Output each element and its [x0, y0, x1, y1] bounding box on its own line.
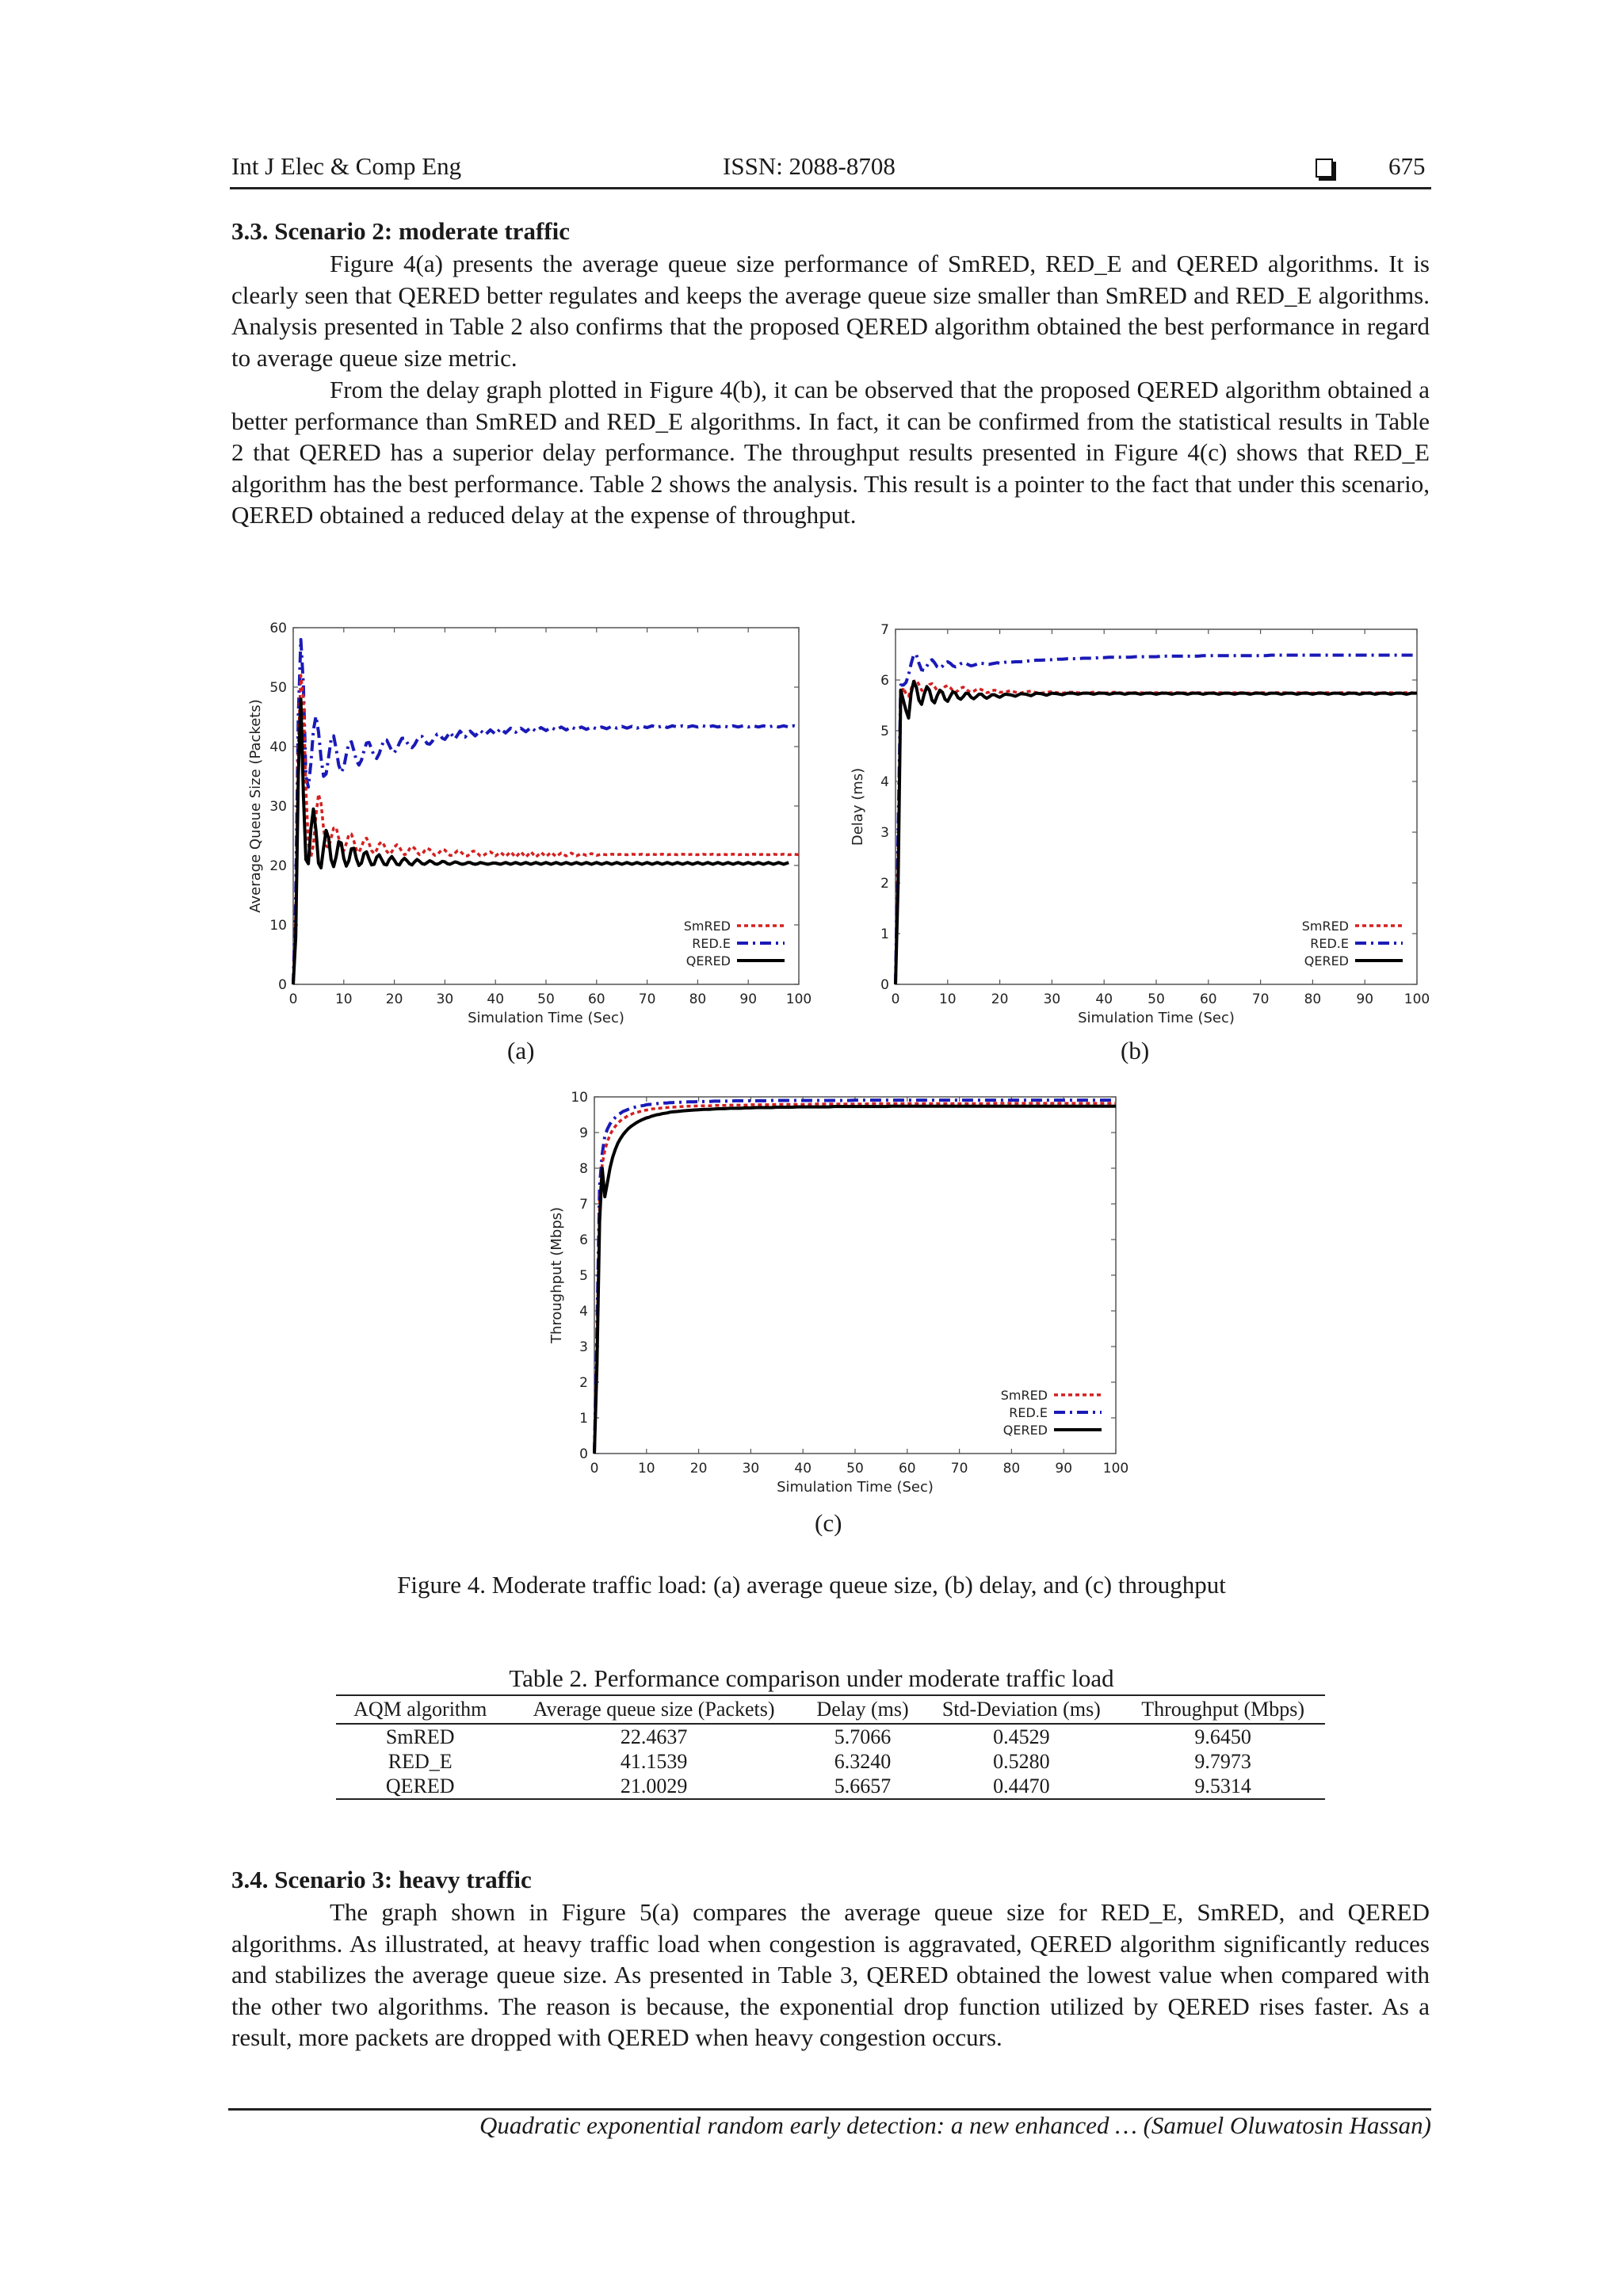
x-tick-label: 20: [991, 991, 1009, 1007]
paragraph: [231, 374, 1430, 531]
table-cell: 9.7973: [1194, 1750, 1251, 1773]
x-tick-label: 30: [1043, 991, 1061, 1007]
y-tick-label: 2: [579, 1375, 588, 1391]
y-tick-label: 0: [579, 1446, 588, 1462]
y-tick-label: 10: [269, 918, 287, 934]
x-tick-label: 90: [1055, 1461, 1073, 1477]
x-axis-label: Simulation Time (Sec): [468, 1010, 624, 1026]
x-axis-label: Simulation Time (Sec): [1078, 1010, 1235, 1026]
header-rule: [230, 187, 1431, 189]
y-tick-label: 5: [880, 724, 889, 739]
column-header: Average queue size (Packets): [504, 1695, 803, 1724]
x-tick-label: 40: [794, 1461, 812, 1477]
table-cell: 9.6450: [1194, 1725, 1251, 1748]
x-tick-label: 10: [637, 1461, 655, 1477]
x-tick-label: 70: [1251, 991, 1270, 1007]
x-axis-label: Simulation Time (Sec): [777, 1479, 934, 1496]
y-tick-label: 2: [880, 876, 889, 892]
x-tick-label: 60: [587, 991, 605, 1007]
footer-rule: [228, 2108, 1431, 2111]
y-axis-label: Throughput (Mbps): [548, 1206, 565, 1344]
legend-label: QERED: [685, 953, 731, 968]
y-axis-label: Delay (ms): [850, 767, 866, 846]
x-tick-label: 0: [590, 1461, 599, 1477]
y-tick-label: 6: [880, 673, 889, 689]
x-tick-label: 70: [950, 1461, 968, 1477]
table-cell: 0.5280: [993, 1750, 1050, 1773]
x-tick-label: 90: [1356, 991, 1374, 1007]
legend-label: RED.E: [1310, 936, 1349, 951]
y-tick-label: 1: [579, 1411, 588, 1427]
legend-label: SmRED: [1301, 919, 1349, 934]
legend-label: SmRED: [683, 919, 731, 934]
chart-c-svg: [539, 1087, 1129, 1506]
y-tick-label: 40: [269, 739, 287, 755]
x-tick-label: 80: [1002, 1461, 1021, 1477]
figure-caption: Figure 4. Moderate traffic load: (a) average queue size, (b) delay, and (c) throughput: [397, 1571, 1226, 1599]
table-header-row: [336, 1695, 1325, 1724]
table-cell: 9.5314: [1121, 1774, 1325, 1799]
x-tick-label: 100: [1403, 991, 1430, 1007]
x-tick-label: 90: [739, 991, 758, 1007]
legend-label: RED.E: [1009, 1405, 1048, 1420]
paragraph-text: Figure 4(a) presents the average queue size performance of SmRED, RED_E and QERED algorithms. It is clearly seen that QERED better regulates and keeps the average queue size smaller than SmRED and RED_E algorithms. Analysis presented in Table 2 also confirms that the proposed QERED algorithm obtained the best performance in regard to average queue size metric.: [231, 250, 1430, 372]
y-tick-label: 7: [579, 1197, 588, 1213]
paragraph-text: The graph shown in Figure 5(a) compares the average queue size for RED_E, SmRED, and QERED algorithms. As illustrated, at heavy traffic load when congestion is aggravated, QERED algorithm significantly reduces and stabilizes the average queue size. As presented in Table 3, QERED obtained the lowest value when compared with the other two algorithms. The reason is because, the exponential drop function utilized by QERED rises faster. As a result, more packets are dropped with QERED when heavy congestion occurs.: [231, 1898, 1430, 2051]
page-number: 675: [1388, 152, 1426, 180]
legend-label: RED.E: [692, 936, 731, 951]
column-header: Throughput (Mbps): [1121, 1695, 1325, 1724]
box-bullet-icon: [1316, 159, 1333, 178]
issn: ISSN: 2088-8708: [723, 152, 896, 180]
legend-label: QERED: [1304, 953, 1349, 968]
table-title: Table 2. Performance comparison under moderate traffic load: [509, 1664, 1114, 1692]
table-row: [336, 1749, 1325, 1774]
column-header: Delay (ms): [804, 1695, 922, 1724]
y-tick-label: 30: [269, 799, 287, 815]
chart-b: [840, 620, 1430, 1041]
x-tick-label: 70: [638, 991, 656, 1007]
x-tick-label: 60: [898, 1461, 916, 1477]
journal-name: Int J Elec & Comp Eng: [231, 152, 462, 180]
legend-label: QERED: [1002, 1423, 1048, 1438]
table-row: [336, 1774, 1325, 1799]
table-cell: 0.4470: [922, 1774, 1121, 1799]
paragraph: [231, 1897, 1430, 2053]
x-tick-label: 20: [385, 991, 403, 1007]
table-cell: 5.6657: [804, 1774, 922, 1799]
table-cell: SmRED: [385, 1725, 455, 1748]
x-tick-label: 100: [785, 991, 812, 1007]
x-tick-label: 50: [846, 1461, 864, 1477]
y-tick-label: 4: [880, 774, 889, 790]
subfigure-label: (a): [507, 1037, 535, 1064]
y-tick-label: 6: [579, 1232, 588, 1248]
y-tick-label: 4: [579, 1304, 588, 1320]
table-cell: 5.7066: [834, 1725, 892, 1748]
y-tick-label: 3: [579, 1339, 588, 1355]
y-axis-label: Average Queue Size (Packets): [247, 699, 264, 913]
x-tick-label: 80: [1304, 991, 1322, 1007]
x-tick-label: 50: [537, 991, 555, 1007]
subfigure-label: (b): [1121, 1037, 1150, 1064]
y-tick-label: 10: [571, 1090, 588, 1106]
x-tick-label: 0: [288, 991, 298, 1007]
y-tick-label: 0: [880, 977, 889, 993]
x-tick-label: 50: [1148, 991, 1165, 1007]
x-tick-label: 40: [487, 991, 505, 1007]
table-row: [336, 1724, 1325, 1749]
y-tick-label: 8: [579, 1161, 588, 1177]
x-tick-label: 80: [689, 991, 707, 1007]
y-tick-label: 5: [579, 1268, 588, 1284]
table-cell: 21.0029: [504, 1774, 803, 1799]
table-cell: RED_E: [388, 1750, 453, 1773]
x-tick-label: 30: [436, 991, 454, 1007]
chart-a-svg: [238, 618, 812, 1037]
column-header: Std-Deviation (ms): [922, 1695, 1121, 1724]
y-tick-label: 60: [269, 621, 287, 636]
subfigure-label: (c): [815, 1509, 842, 1537]
chart-b-svg: [840, 620, 1430, 1037]
y-tick-label: 9: [579, 1125, 588, 1141]
x-tick-label: 60: [1199, 991, 1217, 1007]
x-tick-label: 30: [742, 1461, 760, 1477]
x-tick-label: 0: [891, 991, 900, 1007]
section-title: 3.4. Scenario 3: heavy traffic: [231, 1866, 532, 1893]
chart-a: [238, 618, 812, 1041]
comparison-table: [336, 1694, 1325, 1800]
y-tick-label: 3: [880, 825, 889, 841]
x-tick-label: 40: [1095, 991, 1113, 1007]
y-tick-label: 7: [880, 622, 889, 638]
section-title: 3.3. Scenario 2: moderate traffic: [231, 217, 570, 245]
chart-c: [539, 1087, 1129, 1510]
x-tick-label: 10: [334, 991, 353, 1007]
column-header: AQM algorithm: [336, 1695, 504, 1724]
table-cell: 41.1539: [620, 1750, 688, 1773]
paragraph: [231, 248, 1430, 373]
y-tick-label: 20: [269, 858, 287, 874]
running-footer: Quadratic exponential random early detection: a new enhanced … (Samuel Oluwatosin Hassan): [479, 2111, 1431, 2139]
table-cell: QERED: [336, 1774, 504, 1799]
y-tick-label: 1: [880, 926, 889, 942]
table-cell: 6.3240: [834, 1750, 892, 1773]
paragraph-text: From the delay graph plotted in Figure 4(b), it can be observed that the proposed QERED algorithm obtained a better performance than SmRED and RED_E algorithms. In fact, it can be confirmed from the statistical results in Table 2 that QERED has a superior delay performance. The throughput results presented in Figure 4(c) shows that RED_E algorithm has the best performance. Table 2 shows the analysis. This result is a pointer to the fact that under this scenario, QERED obtained a reduced delay at the expense of throughput.: [231, 376, 1430, 529]
x-tick-label: 100: [1102, 1461, 1129, 1477]
table-cell: 22.4637: [620, 1725, 688, 1748]
legend-label: SmRED: [1000, 1388, 1048, 1403]
y-tick-label: 50: [269, 680, 287, 696]
x-tick-label: 20: [689, 1461, 708, 1477]
y-tick-label: 0: [278, 977, 287, 993]
table-cell: 0.4529: [993, 1725, 1050, 1748]
x-tick-label: 10: [938, 991, 957, 1007]
